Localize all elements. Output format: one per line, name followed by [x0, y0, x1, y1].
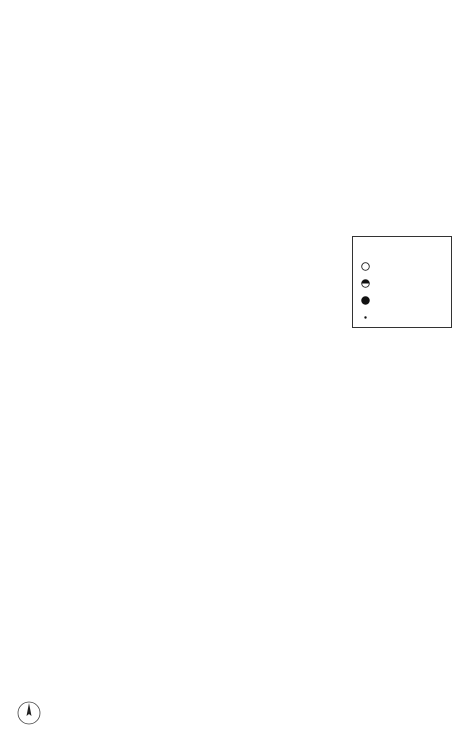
- legend-item-los-a-d: [361, 261, 380, 271]
- legend-item-los-f: [361, 295, 380, 305]
- half-circle-icon: [361, 279, 370, 288]
- legend-item-unsignalized: [361, 312, 380, 322]
- north-arrow-icon: [18, 702, 40, 724]
- open-circle-icon: [361, 262, 370, 271]
- legend-item-los-e: [361, 278, 380, 288]
- dot-icon: [361, 313, 370, 322]
- legend-box: [352, 236, 452, 328]
- filled-circle-icon: [361, 296, 370, 305]
